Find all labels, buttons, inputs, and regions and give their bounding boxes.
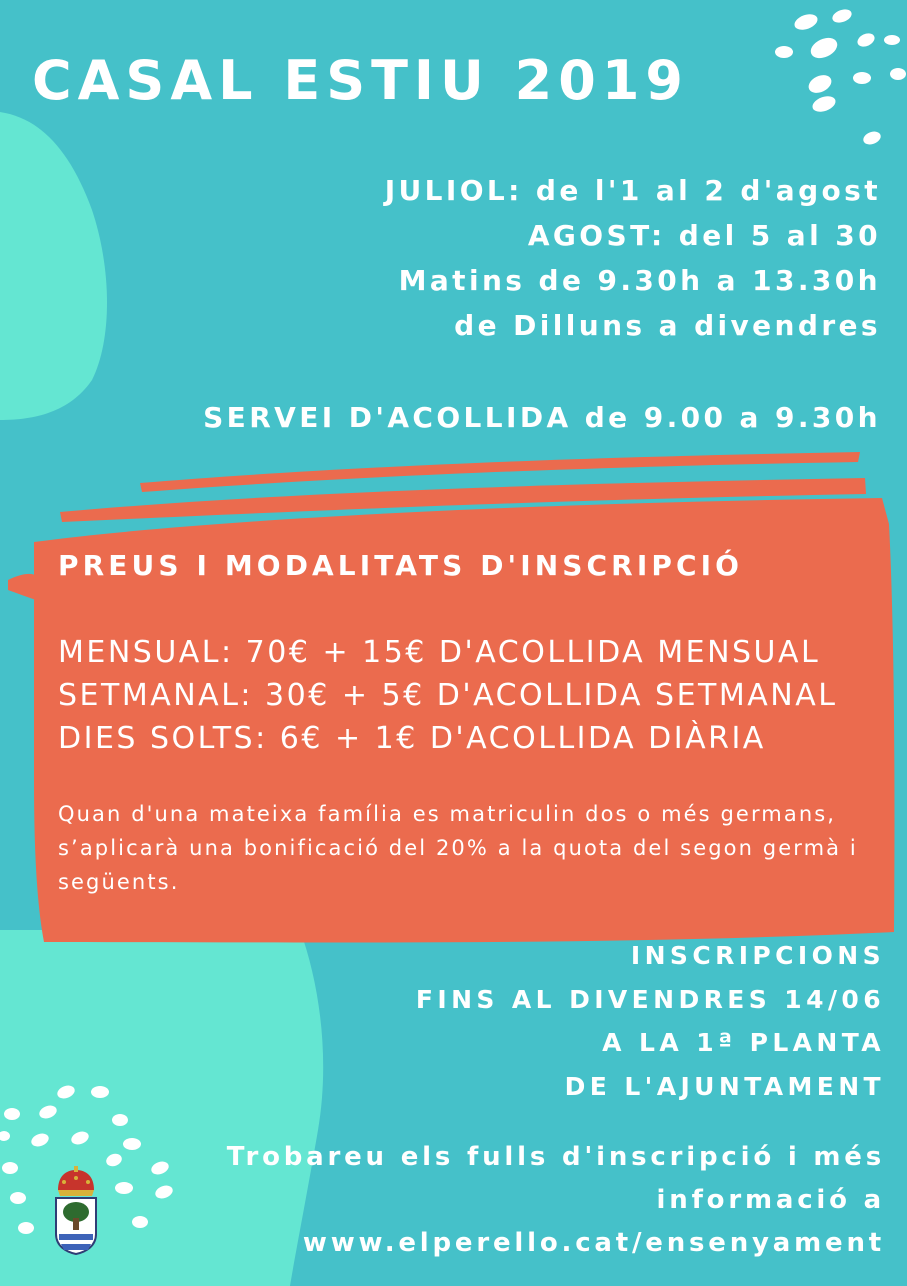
footer-info [227, 1136, 885, 1265]
dots-top-right [775, 7, 906, 147]
schedule-days: de Dilluns a divendres [454, 309, 881, 342]
price-list [58, 631, 837, 760]
registration-line-3: A LA 1ª PLANTA [602, 1028, 885, 1057]
price-monthly: MENSUAL: 70€ + 15€ D'ACOLLIDA MENSUAL [58, 635, 821, 670]
website-link[interactable]: www.elperello.cat/ensenyament [302, 1228, 885, 1258]
schedule-july: JULIOL: de l'1 al 2 d'agost [384, 174, 881, 207]
price-daily: DIES SOLTS: 6€ + 1€ D'ACOLLIDA DIÀRIA [58, 721, 766, 756]
registration-block [416, 934, 885, 1108]
discount-note: Quan d'una mateixa família es matriculin dos o més germans, s’aplicarà una bonificació del 20% a la quota del segon germà i següents. [58, 802, 858, 894]
schedule-block [385, 168, 881, 348]
reception-service: SERVEI D'ACOLLIDA de 9.00 a 9.30h [203, 401, 881, 434]
schedule-hours: Matins de 9.30h a 13.30h [398, 264, 881, 297]
footer-line-2: informació a [656, 1185, 885, 1215]
mint-blob-top [0, 112, 107, 420]
registration-line-2: FINS AL DIVENDRES 14/06 [415, 984, 885, 1014]
price-weekly: SETMANAL: 30€ + 5€ D'ACOLLIDA SETMANAL [58, 678, 838, 713]
town-seal-icon [52, 1166, 100, 1256]
pricing-heading: PREUS I MODALITATS D'INSCRIPCIÓ [58, 549, 744, 582]
poster-title: CASAL ESTIU 2019 [32, 49, 689, 112]
coral-brush-edge-left [8, 574, 36, 600]
footer-line-1: Trobareu els fulls d'inscripció i més [226, 1142, 885, 1172]
registration-line-1: INSCRIPCIONS [630, 941, 885, 970]
registration-line-4: DE L'AJUNTAMENT [564, 1071, 885, 1101]
schedule-august: AGOST: del 5 al 30 [527, 219, 881, 252]
